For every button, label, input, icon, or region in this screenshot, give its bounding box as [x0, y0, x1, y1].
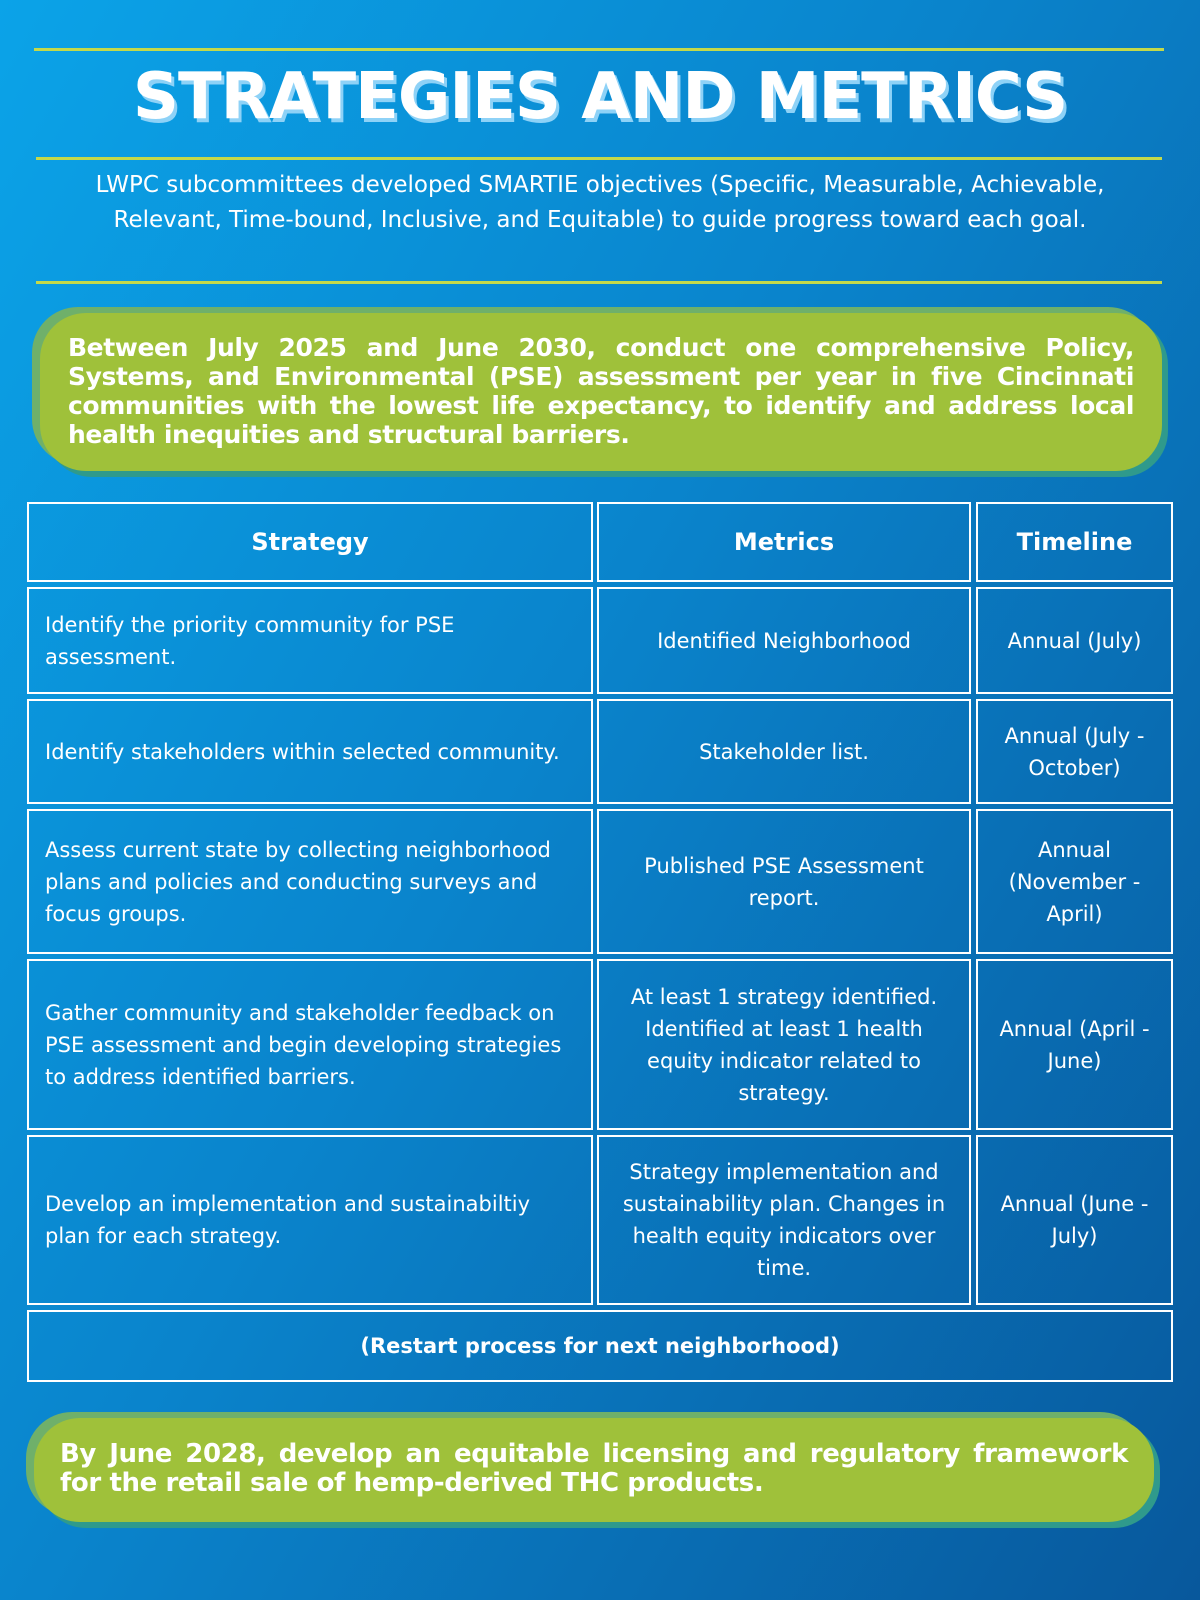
- metrics-cell: At least 1 strategy identified. Identified at least 1 health equity indicator related to strategy.: [597, 959, 971, 1130]
- strategy-cell: Assess current state by collecting neighborhood plans and policies and conducting surveys and focus groups.: [27, 809, 593, 954]
- metrics-cell: Identified Neighborhood: [597, 587, 971, 694]
- strategy-cell: Gather community and stakeholder feedback on PSE assessment and begin developing strategies to address identified barriers.: [27, 959, 593, 1130]
- timeline-cell: Annual (July): [976, 587, 1173, 694]
- page-title: STRATEGIES AND METRICS: [132, 60, 1068, 134]
- header-strategy: Strategy: [27, 502, 593, 582]
- strategy-cell: Develop an implementation and sustainabiltiy plan for each strategy.: [27, 1135, 593, 1305]
- metrics-cell: Published PSE Assessment report.: [597, 809, 971, 954]
- strategy-cell: Identify the priority community for PSE assessment.: [27, 587, 593, 694]
- intro-text: LWPC subcommittees developed SMARTIE objectives (Specific, Measurable, Achievable, Relevant, Time-bound, Inclusive, and Equitable) to guide progress toward each goal.: [95, 172, 1105, 233]
- metrics-cell: Stakeholder list.: [597, 699, 971, 804]
- table-footer-note: (Restart process for next neighborhood): [27, 1310, 1173, 1382]
- top-divider: [34, 48, 1164, 51]
- title-divider: [36, 157, 1162, 160]
- goal-1-text: Between July 2025 and June 2030, conduct one comprehensive Policy, Systems, and Environmental (PSE) assessment per year in five Cincinnati communities with the lowest life expectancy, to identify and address local health inequities and structural barriers.: [68, 333, 1134, 449]
- strategy-cell: Identify stakeholders within selected community.: [27, 699, 593, 804]
- timeline-cell: Annual (November - April): [976, 809, 1173, 954]
- goal-2-callout: [34, 1418, 1154, 1522]
- goal-1-callout: [40, 313, 1162, 471]
- timeline-cell: Annual (July - October): [976, 699, 1173, 804]
- metrics-cell: Strategy implementation and sustainability plan. Changes in health equity indicators over time.: [597, 1135, 971, 1305]
- intro-divider: [36, 281, 1162, 284]
- timeline-cell: Annual (April - June): [976, 959, 1173, 1130]
- timeline-cell: Annual (June - July): [976, 1135, 1173, 1305]
- header-metrics: Metrics: [597, 502, 971, 582]
- header-timeline: Timeline: [976, 502, 1173, 582]
- goal-2-text: By June 2028, develop an equitable licensing and regulatory framework for the retail sale of hemp-derived THC products.: [60, 1439, 1128, 1498]
